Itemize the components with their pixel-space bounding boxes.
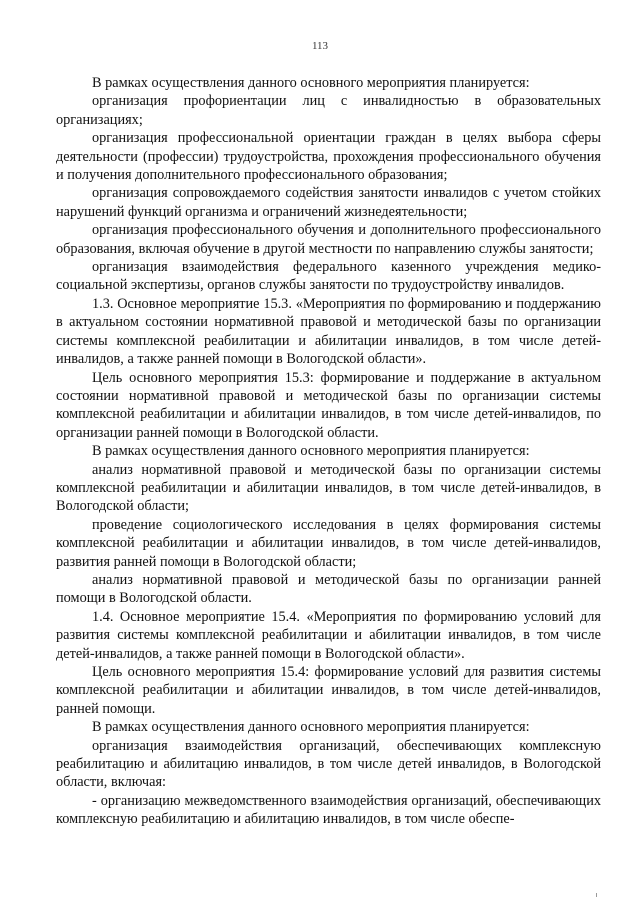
paragraph: В рамках осуществления данного основного мероприятия планируется: <box>92 443 530 460</box>
document-body <box>56 74 601 829</box>
paragraph: - организацию межведомственного взаимодействия организаций, обеспечивающих комплексную реабилитацию и абилитацию инвалидов, в том числе обеспе- <box>56 792 601 828</box>
paragraph: организация взаимодействия организаций, обеспечивающих комплексную реабилитацию и абилитацию инвалидов, в том числе детей инвалидов, в Вологодской области, включая: <box>56 737 601 791</box>
paragraph: анализ нормативной правовой и методической базы по организации системы комплексной реабилитации и абилитации инвалидов, в том числе детей-инвалидов, в Вологодской области; <box>56 461 601 515</box>
paragraph: 1.4. Основное мероприятие 15.4. «Мероприятия по формированию условий для развития системы комплексной реабилитации и абилитации инвалидов, в том числе детей-инвалидов, а также ранней помощи в Вологодской области». <box>56 608 601 662</box>
scan-mark <box>596 893 597 897</box>
paragraph: проведение социологического исследования в целях формирования системы комплексной реабилитации и абилитации инвалидов, в том числе детей-инвалидов, развития ранней помощи в Вологодской области; <box>56 516 601 570</box>
paragraph: В рамках осуществления данного основного мероприятия планируется: <box>92 75 530 91</box>
paragraph: организация профориентации лиц с инвалидностью в образовательных организациях; <box>56 93 601 128</box>
paragraph: В рамках осуществления данного основного мероприятия планируется: <box>92 719 530 736</box>
paragraph: организация профессионального обучения и дополнительного профессионального образования, включая обучение в другой местности по направлению службы занятости; <box>56 222 601 257</box>
paragraph: организация взаимодействия федерального казенного учреждения медико-социальной экспертизы, органов службы занятости по трудоустройству инвалидов. <box>56 259 601 294</box>
paragraph: организация профессиональной ориентации граждан в целях выбора сферы деятельности (профессии) трудоустройства, прохождения профессионального обучения и получения дополнительного профессионального образования; <box>56 130 601 184</box>
paragraph: 1.3. Основное мероприятие 15.3. «Мероприятия по формированию и поддержанию в актуальном состоянии нормативной правовой и методической базы по организации системы комплексной реабилитации и абилитации инвалидов, в том числе детей-инвалидов, а также ранней помощи в Вологодской области». <box>56 295 601 368</box>
paragraph: Цель основного мероприятия 15.3: формирование и поддержание в актуальном состоянии нормативной правовой и методической базы по организации системы комплексной реабилитации и абилитации инвалидов, в том числе детей-инвалидов, по организации ранней помощи в Вологодской области. <box>56 369 601 441</box>
paragraph: анализ нормативной правовой и методической базы по организации ранней помощи в Вологодской области. <box>56 571 601 607</box>
paragraph: организация сопровождаемого содействия занятости инвалидов с учетом стойких нарушений функций организма и ограничений жизнедеятельности; <box>56 185 601 220</box>
paragraph: Цель основного мероприятия 15.4: формирование условий для развития системы комплексной реабилитации и абилитации инвалидов, в том числе детей-инвалидов, ранней помощи. <box>56 664 601 717</box>
page-number: 113 <box>311 40 329 52</box>
